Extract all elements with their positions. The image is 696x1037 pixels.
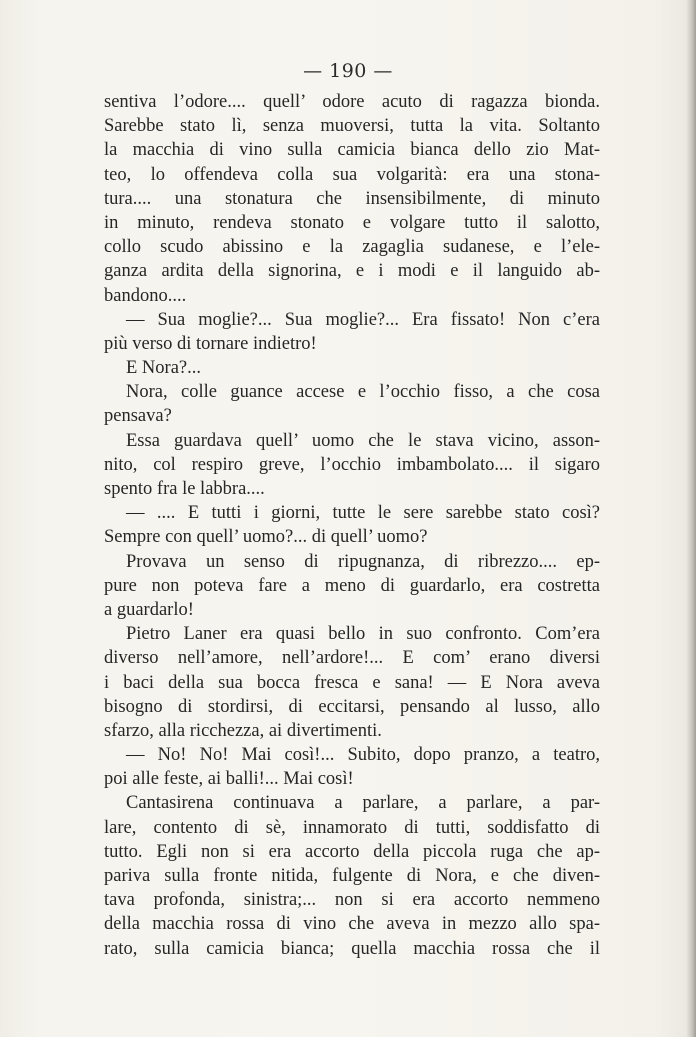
text-line: ganza ardita della signorina, e i modi e il languido ab- bbox=[104, 261, 600, 282]
text-line: diverso nell’amore, nell’ardore!... E com’ erano diversi bbox=[104, 648, 600, 669]
text-line: — No! No! Mai così!... Subito, dopo pranzo, a teatro, bbox=[126, 745, 600, 766]
text-line: rato, sulla camicia bianca; quella macchia rossa che il bbox=[104, 938, 600, 959]
text-line: — .... E tutti i giorni, tutte le sere sarebbe stato così? bbox=[126, 503, 600, 524]
text-line: pure non poteva fare a meno di guardarlo, era costretta bbox=[104, 575, 600, 596]
text-line: della macchia rossa di vino che aveva in mezzo allo spa- bbox=[104, 914, 600, 935]
text-line: sentiva l’odore.... quell’ odore acuto di ragazza bionda. bbox=[104, 92, 600, 112]
text-line: tura.... una stonatura che insensibilmente, di minuto bbox=[104, 188, 600, 209]
text-line: sfarzo, alla ricchezza, ai divertimenti. bbox=[104, 720, 382, 741]
body-text bbox=[104, 90, 600, 961]
text-line: nito, col respiro greve, l’occhio imbambolato.... il sigaro bbox=[104, 454, 600, 475]
text-line: bandono.... bbox=[104, 285, 187, 306]
text-line: spento fra le labbra.... bbox=[104, 479, 265, 499]
text-line: bisogno di stordirsi, di eccitarsi, pensando al lusso, allo bbox=[104, 696, 600, 717]
text-line: collo scudo abissino e la zagaglia sudanese, e l’ele- bbox=[104, 237, 600, 258]
text-line: poi alle feste, ai balli!... Mai così! bbox=[104, 769, 354, 790]
text-line: — Sua moglie?... Sua moglie?... Era fissato! Non c’era bbox=[126, 309, 600, 330]
text-line: tutto. Egli non si era accorto della piccola ruga che ap- bbox=[104, 841, 600, 862]
text-line: Sarebbe stato lì, senza muoversi, tutta la vita. Soltanto bbox=[104, 116, 600, 137]
text-line: a guardarlo! bbox=[104, 599, 194, 620]
text-line: Essa guardava quell’ uomo che le stava vicino, asson- bbox=[126, 430, 600, 451]
text-line: teo, lo offendeva colla sua volgarità: era una stona- bbox=[104, 164, 600, 185]
text-line: i baci della sua bocca fresca e sana! — E Nora aveva bbox=[104, 672, 600, 693]
text-line: lare, contento di sè, innamorato di tutti, soddisfatto di bbox=[104, 817, 600, 838]
text-line: E Nora?... bbox=[126, 358, 201, 379]
page-number: — 190 — bbox=[303, 60, 393, 82]
text-line: la macchia di vino sulla camicia bianca dello zio Mat- bbox=[104, 140, 600, 161]
text-line: Cantasirena continuava a parlare, a parlare, a par- bbox=[126, 793, 600, 814]
text-line: tava profonda, sinistra;... non si era accorto nemmeno bbox=[104, 890, 600, 911]
text-line: Pietro Laner era quasi bello in suo confronto. Com’era bbox=[126, 624, 600, 645]
text-line: in minuto, rendeva stonato e volgare tutto il salotto, bbox=[104, 212, 600, 233]
text-line: Sempre con quell’ uomo?... di quell’ uomo? bbox=[104, 527, 428, 548]
text-line: Provava un senso di ripugnanza, di ribrezzo.... ep- bbox=[126, 551, 600, 572]
page-binding-shadow bbox=[686, 0, 696, 1037]
text-line: Nora, colle guance accese e l’occhio fisso, a che cosa bbox=[126, 382, 600, 403]
text-line: pariva sulla fronte nitida, fulgente di Nora, e che diven- bbox=[104, 866, 600, 886]
text-line: pensava? bbox=[104, 406, 172, 427]
text-line: più verso di tornare indietro! bbox=[104, 333, 317, 354]
